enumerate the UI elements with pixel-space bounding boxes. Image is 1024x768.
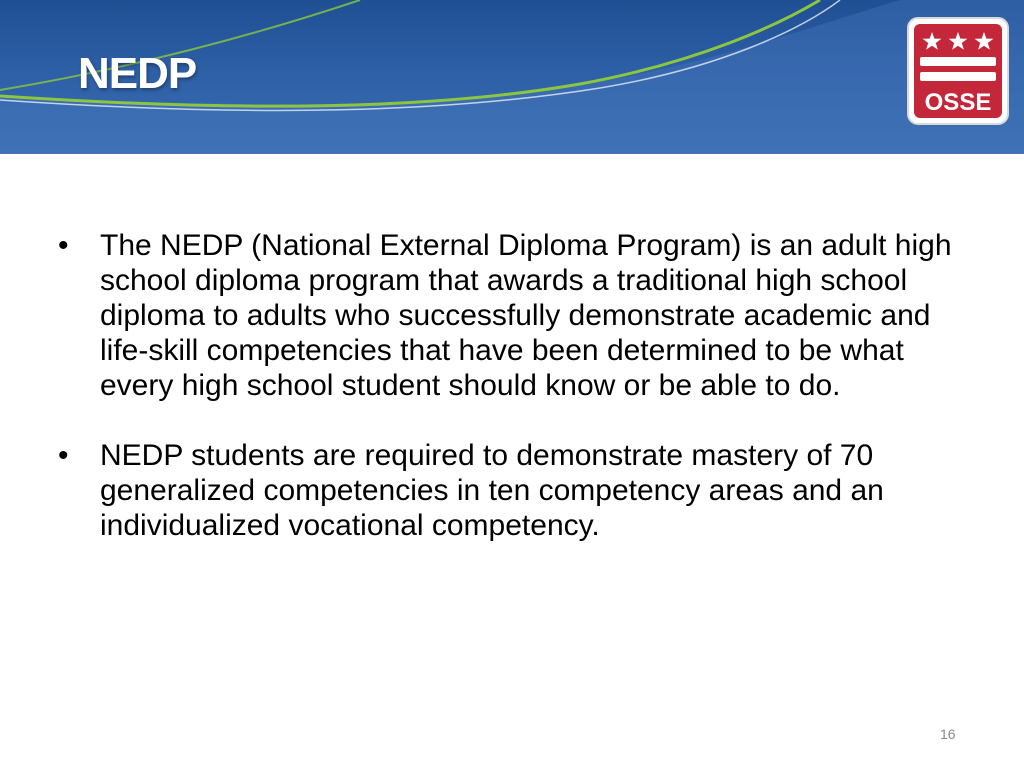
osse-logo [906,16,1010,126]
slide-title: NEDP [78,49,197,98]
bullet-item [58,228,978,403]
bullet-text: NEDP students are required to demonstrate mastery of 70 generalized competencies in ten competency areas and an individualized vocational competency. [100,439,884,542]
page-number: 16 [940,726,956,742]
slide-body [58,228,978,578]
bullet-text: The NEDP (National External Diploma Program) is an adult high school diploma program that awards a traditional high school diploma to adults who successfully demonstrate academic and life-skill competencies that have been determined to be what every high school student should know or be able to do. [100,229,952,402]
logo-text: OSSE [924,89,992,116]
bullet-symbol: • [58,229,69,262]
slide-header [0,0,1024,154]
bullet-item [58,438,978,543]
bullet-symbol: • [58,439,69,472]
